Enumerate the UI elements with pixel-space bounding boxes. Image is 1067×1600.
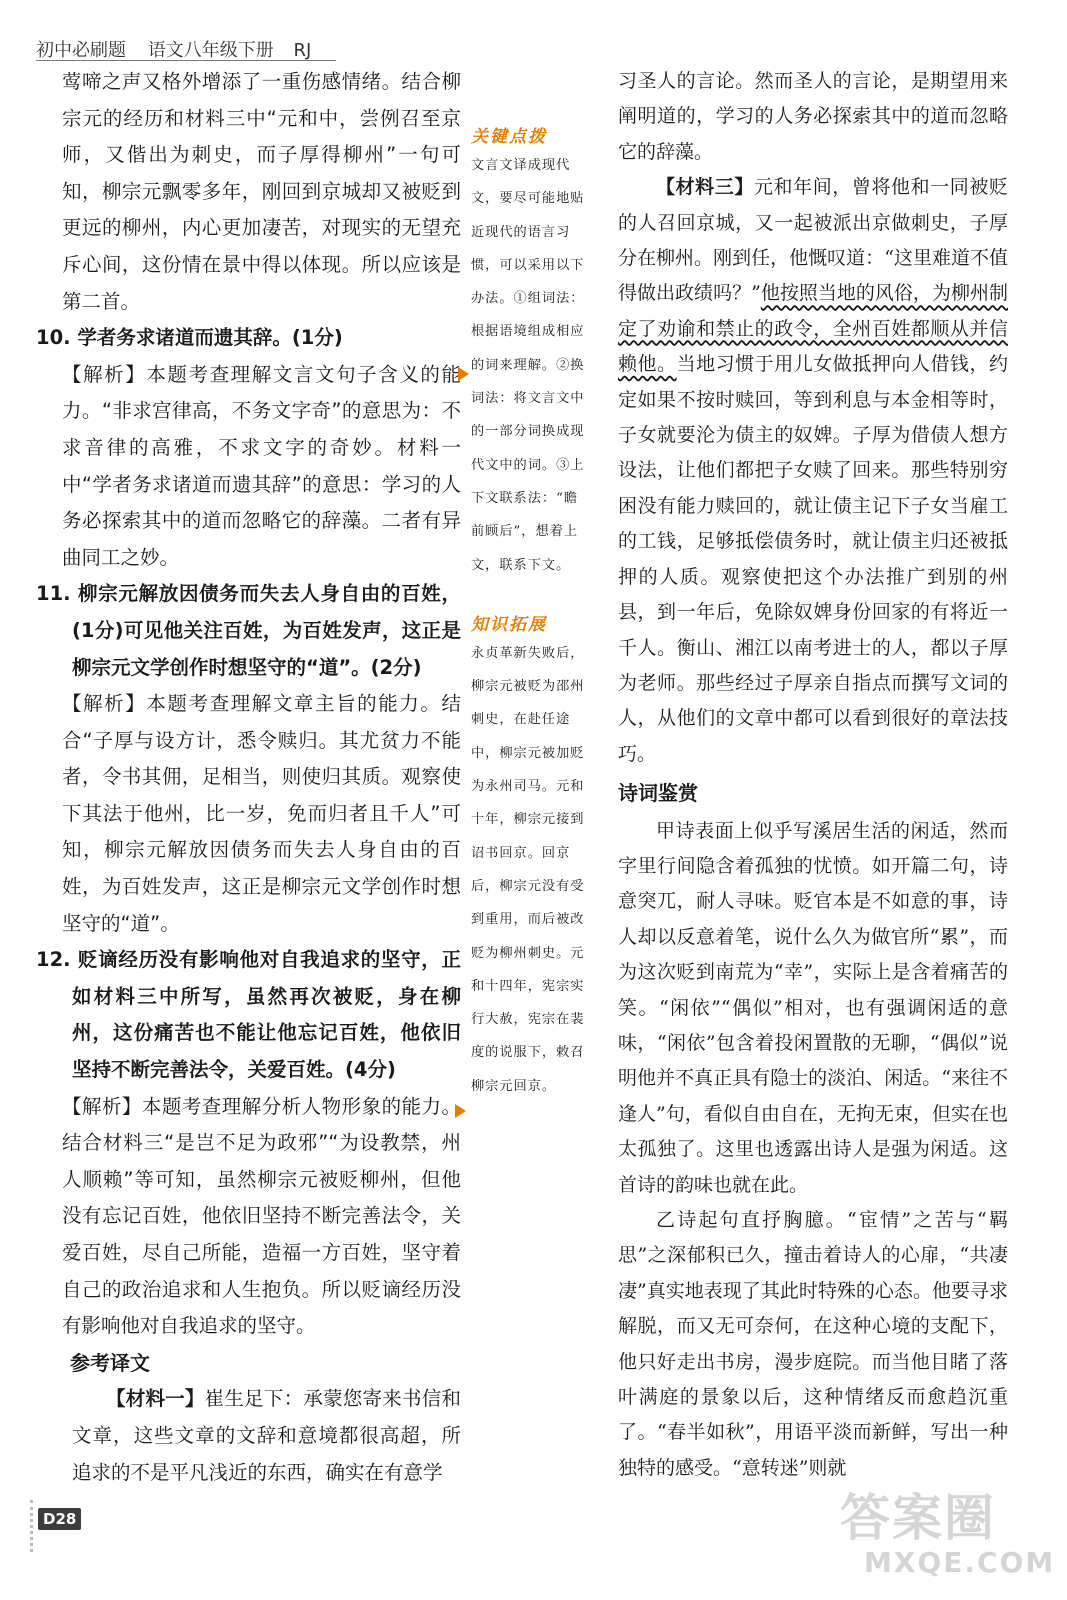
translation-continued: 习圣人的言论。然而圣人的言论，是期望用来阐明道的，学习的人务必探索其中的道而忽略它的辞藻。 xyxy=(618,70,1008,163)
poem-appreciation-1: 甲诗表面上似乎写溪居生活的闲适，然而字里行间隐含着孤独的忧愤。如开篇二句，诗意突兀，耐人寻味。贬官本是不如意的事，诗人却以反意着笔，说什么久为做官所“累”，而为这次贬到南荒为“幸”，实际上是含着痛苦的笑。“闲依”“偶似”相对，也有强调闲适的意味，“闲依”包含着投闲置散的无聊，“偶似”说明他并不真正具有隐士的淡泊、闲适。“来往不逢人”句，看似自由自在，无拘无束，但实在也太孤独了。这里也透露出诗人是强为闲适。这首诗的韵味也就在此。 xyxy=(618,819,1008,1196)
watermark xyxy=(840,1478,1056,1598)
pointer-arrow-icon xyxy=(455,1104,466,1118)
answer-text: 柳宗元解放因债务而失去人身自由的百姓，(1分)可见他关注百姓，为百姓发声，这正是柳宗元文学创作时想坚守的“道”。(2分) xyxy=(72,582,461,679)
translation-text: 元和年间，曾将他和一同被贬的人召回京城，又一起被派出京做刺史，子厚分在柳州。刚到任，他慨叹道：“这里难道不值得做出政绩吗？” xyxy=(618,176,1008,305)
question-number: 12. xyxy=(36,948,71,972)
answer-q12 xyxy=(36,942,461,1088)
watermark-logo: 答案圈 xyxy=(840,1489,996,1547)
header-divider xyxy=(36,60,336,61)
page-number: D28 xyxy=(38,1508,81,1530)
tip-title: 关键点拨 xyxy=(471,127,547,147)
translation-material-1 xyxy=(36,1381,461,1491)
section-heading: 诗词鉴赏 xyxy=(618,781,698,806)
material-label: 【材料三】 xyxy=(656,176,754,199)
answer-text: 学者务求诸道而遗其辞。(1分) xyxy=(77,326,343,350)
sidebar-notes xyxy=(465,122,585,1103)
translation-text: 崔生足下：承蒙您寄来书信和文章，这些文章的文辞和意境都很高超，所追求的不是平凡浅近的东西，确实在有意学 xyxy=(72,1387,461,1484)
watermark-url: MXQE.COM xyxy=(864,1546,1056,1579)
question-number: 11. xyxy=(36,582,71,606)
analysis-q11: 【解析】本题考查理解文章主旨的能力。结合“子厚与设方计，悉令赎归。其尤贫力不能者，令书其佣，足相当，则使归其质。观察使下其法于他州，比一岁，免而归者且千人”可知，柳宗元解放因债务而失去人身自由的百姓，为百姓发声，这正是柳宗元文学创作时想坚守的“道”。 xyxy=(62,692,461,935)
extension-text: 永贞革新失败后，柳宗元被贬为邵州刺史，在赴任途中，柳宗元被加贬为永州司马。元和十年，柳宗元接到诏书回京。回京后，柳宗元没有受到重用，而后被改贬为柳州刺史。元和十四年，宪宗实行大赦，宪宗在裴度的说服下，敕召柳宗元回京。 xyxy=(471,645,585,1094)
book-subject: 语文八年级下册 xyxy=(147,40,274,61)
underlined-text: 他按照当地的风俗，为柳州制定了劝谕和禁止的政令，全州百姓都顺从并信赖他。 xyxy=(618,282,1008,376)
question-number: 10. xyxy=(36,326,71,350)
analysis-q10: 【解析】本题考查理解文言文句子含义的能力。“非求宫律高，不务文字奇”的意思为：不求音律的高雅，不求文字的奇妙。材料一中“学者务求诸道而遗其辞”的意思：学习的人务必探索其中的道而忽略它的辞藻。二者有异曲同工之妙。 xyxy=(62,362,461,569)
book-edition: RJ xyxy=(293,40,312,61)
translation-text: 当地习惯于用儿女做抵押向人借钱，约定如果不按时赎回，等到利息与本金相等时，子女就要沦为债主的奴婢。子厚为借债人想方设法，让他们都把子女赎了回来。那些特别穷困没有能力赎回的，就让债主记下子女当雇工的工钱，足够抵偿债务时，就让债主归还被抵押的人质。观察使把这个办法推广到别的州县，到一年后，免除奴婢身份回家的有将近一千人。衡山、湘江以南考进士的人，都以子厚为老师。那些经过子厚亲自指点而撰写文词的人，从他们的文章中都可以看到很好的章法技巧。 xyxy=(618,353,1008,765)
analysis-q12: 【解析】本题考查理解分析人物形象的能力。结合材料三“是岂不足为政邪”“为设教禁，州人顺赖”等可知，虽然柳宗元被贬柳州，但他没有忘记百姓，他依旧坚持不断完善法令，关爱百姓，尽自己所能，造福一方百姓，坚守着自己的政治追求和人生抱负。所以贬谪经历没有影响他对自我追求的坚守。 xyxy=(62,1094,461,1338)
answer-q11 xyxy=(36,576,461,686)
right-column xyxy=(618,64,1008,1486)
analysis-continued: 莺啼之声又格外增添了一重伤感情绪。结合柳宗元的经历和材料三中“元和中，尝例召至京师，又偕出为刺史，而子厚得柳州”一句可知，柳宗元飘零多年，刚回到京城却又被贬到更远的柳州，内心更加凄苦，对现实的无望充斥心间，这份情在景中得以体现。所以应该是第二首。 xyxy=(62,70,461,313)
page-header xyxy=(36,36,311,62)
answer-text: 贬谪经历没有影响他对自我追求的坚守，正如材料三中所写，虽然再次被贬，身在柳州，这份痛苦也不能让他忘记百姓，他依旧坚持不断完善法令，关爱百姓。(4分) xyxy=(72,948,461,1082)
poem-appreciation-2: 乙诗起句直抒胸臆。“宦情”之苦与“羁思”之深郁积已久，撞击着诗人的心扉，“共凄凄”真实地表现了其此时特殊的心态。他要寻求解脱，而又无可奈何，在这种心境的支配下，他只好走出书房，漫步庭院。而当他目睹了落叶满庭的景象以后，这种情绪反而愈趋沉重了。“春半如秋”，用语平淡而新鲜，写出一种独特的感受。“意转迷”则就 xyxy=(618,1209,1008,1479)
left-column xyxy=(36,64,461,1491)
material-label: 【材料一】 xyxy=(106,1387,205,1411)
pointer-arrow-icon xyxy=(458,367,469,381)
book-series: 初中必刷题 xyxy=(36,40,126,61)
extension-title: 知识拓展 xyxy=(471,614,547,635)
section-heading: 参考译文 xyxy=(70,1350,150,1375)
translation-material-3 xyxy=(618,170,1008,772)
tip-text: 文言文译成现代文，要尽可能地贴近现代的语言习惯，可以采用以下办法。①组词法：根据语境组成相应的词来理解。②换词法：将文言文中的一部分词换成现代文中的词。③上下文联系法：“瞻前顾后”，想着上文，联系下文。 xyxy=(471,158,585,573)
page-edge-marker xyxy=(30,1500,36,1552)
answer-q10 xyxy=(36,320,461,357)
